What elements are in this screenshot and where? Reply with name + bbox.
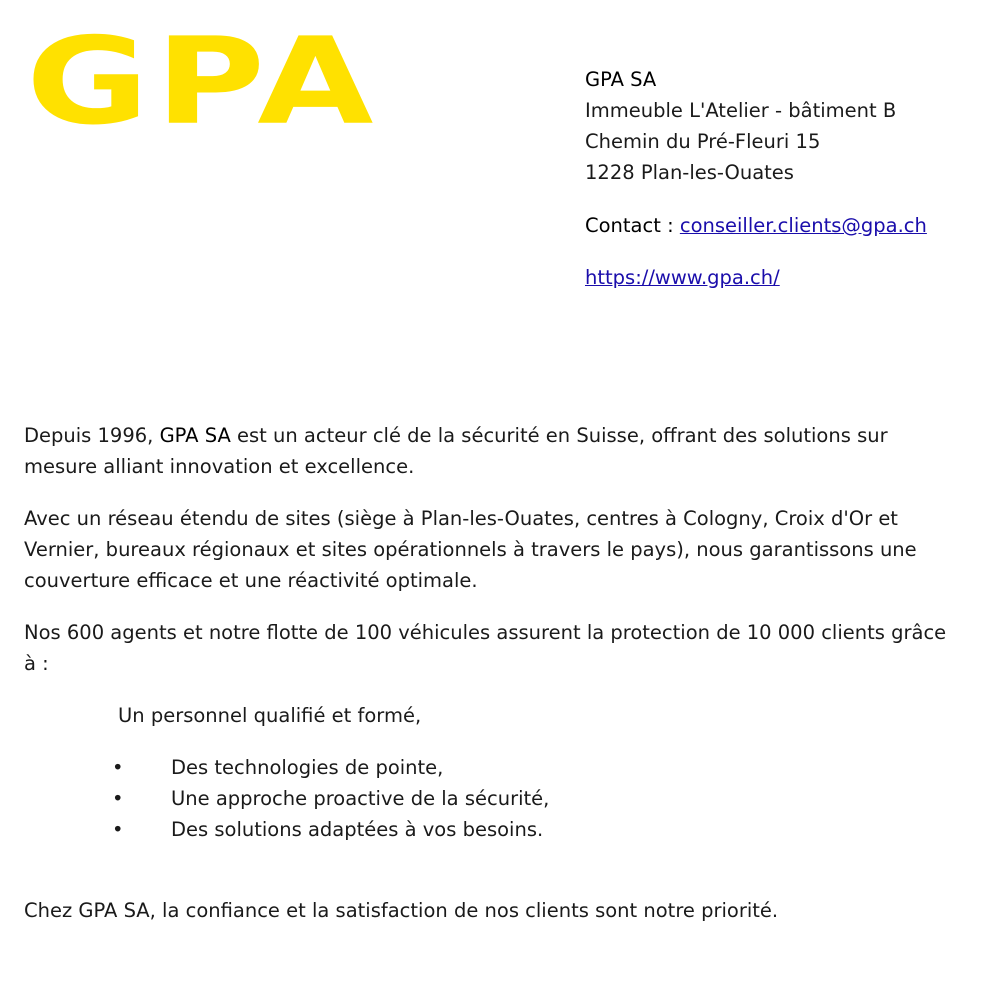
- bullet-icon: •: [112, 818, 124, 841]
- body-text: [24, 420, 964, 845]
- network-paragraph: Avec un réseau étendu de sites (siège à Plan-les-Ouates, centres à Cologny, Croix d'Or et Vernier, bureaux régionaux et sites opérationnels à travers le pays), nous garantissons une couverture efficace et une réactivité optimale.: [24, 507, 917, 592]
- bullet-icon: •: [112, 787, 124, 810]
- list-item-text: Des technologies de pointe,: [171, 756, 444, 779]
- bullet-icon: •: [112, 756, 124, 779]
- first-list-item: Un personnel qualifié et formé,: [118, 704, 422, 727]
- list-item-text: Des solutions adaptées à vos besoins.: [171, 818, 544, 841]
- address-company-name: GPA SA: [585, 68, 657, 91]
- gpa-logo: GPA: [26, 12, 380, 152]
- website-link[interactable]: https://www.gpa.ch/: [585, 266, 780, 289]
- feature-list: [24, 752, 964, 845]
- intro-prefix: Depuis 1996,: [24, 424, 154, 447]
- list-item: [24, 783, 964, 814]
- address-city: 1228 Plan-les-Ouates: [585, 161, 794, 184]
- intro-suffix: est un acteur clé de la sécurité en Suisse, offrant des solutions sur mesure alliant innovation et excellence.: [24, 424, 888, 478]
- list-item: [24, 814, 964, 845]
- website-row: [585, 262, 780, 293]
- company-address: [585, 64, 985, 188]
- address-street: Chemin du Pré-Fleuri 15: [585, 130, 821, 153]
- intro-paragraph: [24, 420, 964, 482]
- contact-row: [585, 210, 927, 241]
- agents-paragraph: Nos 600 agents et notre flotte de 100 véhicules assurent la protection de 10 000 clients grâce à :: [24, 621, 947, 675]
- contact-email-link[interactable]: conseiller.clients@gpa.ch: [679, 214, 927, 237]
- intro-company: GPA SA: [159, 424, 231, 447]
- list-item: [24, 752, 964, 783]
- closing-paragraph: Chez GPA SA, la confiance et la satisfaction de nos clients sont notre priorité.: [24, 899, 779, 922]
- address-building: Immeuble L'Atelier - bâtiment B: [585, 99, 897, 122]
- contact-label: Contact :: [585, 214, 674, 237]
- list-item-text: Une approche proactive de la sécurité,: [171, 787, 550, 810]
